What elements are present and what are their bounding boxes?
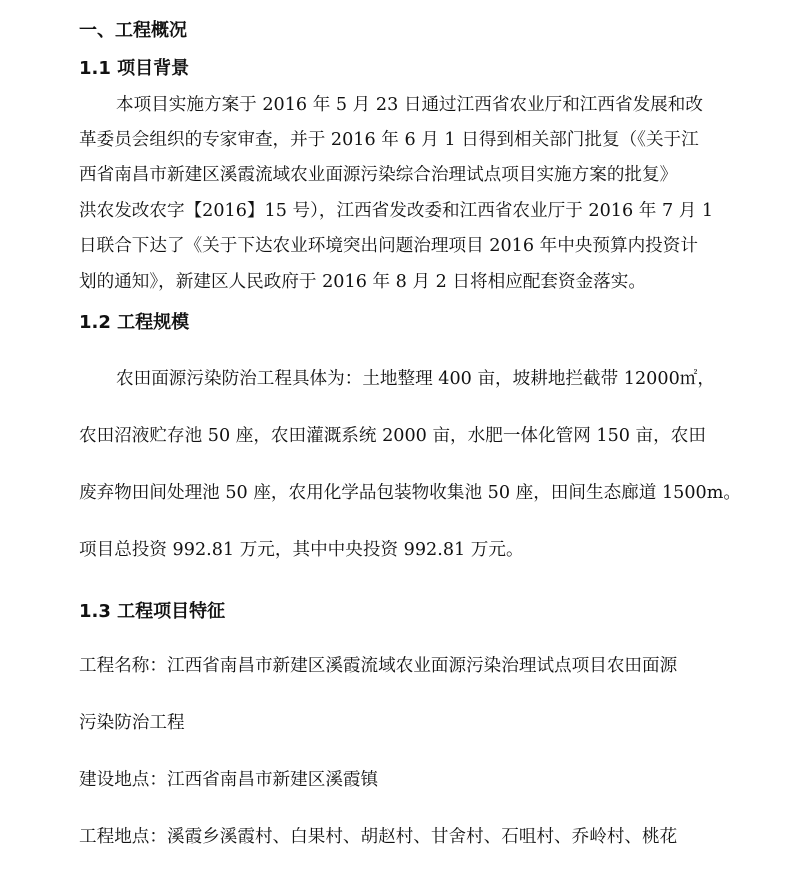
- paragraph-line: 污染防治工程: [79, 713, 185, 733]
- paragraph-line: 日联合下达了《关于下达农业环境突出问题治理项目 2016 年中央预算内投资计: [79, 236, 698, 256]
- paragraph-line: 农田面源污染防治工程具体为：土地整理 400 亩，坡耕地拦截带 12000㎡，: [116, 369, 715, 389]
- heading-engineering-scale: 1.2 工程规模: [79, 312, 190, 333]
- heading-project-background: 1.1 项目背景: [79, 58, 190, 79]
- paragraph-line: 废弃物田间处理池 50 座，农用化学品包装物收集池 50 座，田间生态廊道 1500m。: [79, 483, 742, 503]
- section-title-overview: 一、工程概况: [79, 20, 187, 41]
- paragraph-line: 革委员会组织的专家审查，并于 2016 年 6 月 1 日得到相关部门批复（《关于江: [79, 130, 699, 150]
- paragraph-line: 工程名称：江西省南昌市新建区溪霞流域农业面源污染治理试点项目农田面源: [79, 656, 678, 676]
- paragraph-line: 农田沼液贮存池 50 座，农田灌溉系统 2000 亩，水肥一体化管网 150 亩，农田: [79, 426, 706, 446]
- paragraph-line: 项目总投资 992.81 万元，其中中央投资 992.81 万元。: [79, 540, 524, 560]
- paragraph-line: 本项目实施方案于 2016 年 5 月 23 日通过江西省农业厅和江西省发展和改: [116, 95, 703, 115]
- paragraph-line: 工程地点：溪霞乡溪霞村、白果村、胡赵村、甘舍村、石咀村、乔岭村、桃花: [79, 827, 678, 847]
- paragraph-line: 洪农发改农字【2016】15 号），江西省发改委和江西省农业厅于 2016 年 7 月 1: [79, 201, 714, 221]
- paragraph-line: 西省南昌市新建区溪霞流域农业面源污染综合治理试点项目实施方案的批复》: [79, 165, 678, 185]
- heading-project-features: 1.3 工程项目特征: [79, 601, 226, 622]
- paragraph-line: 划的通知》，新建区人民政府于 2016 年 8 月 2 日将相应配套资金落实。: [79, 272, 646, 292]
- paragraph-line: 建设地点：江西省南昌市新建区溪霞镇: [79, 770, 379, 790]
